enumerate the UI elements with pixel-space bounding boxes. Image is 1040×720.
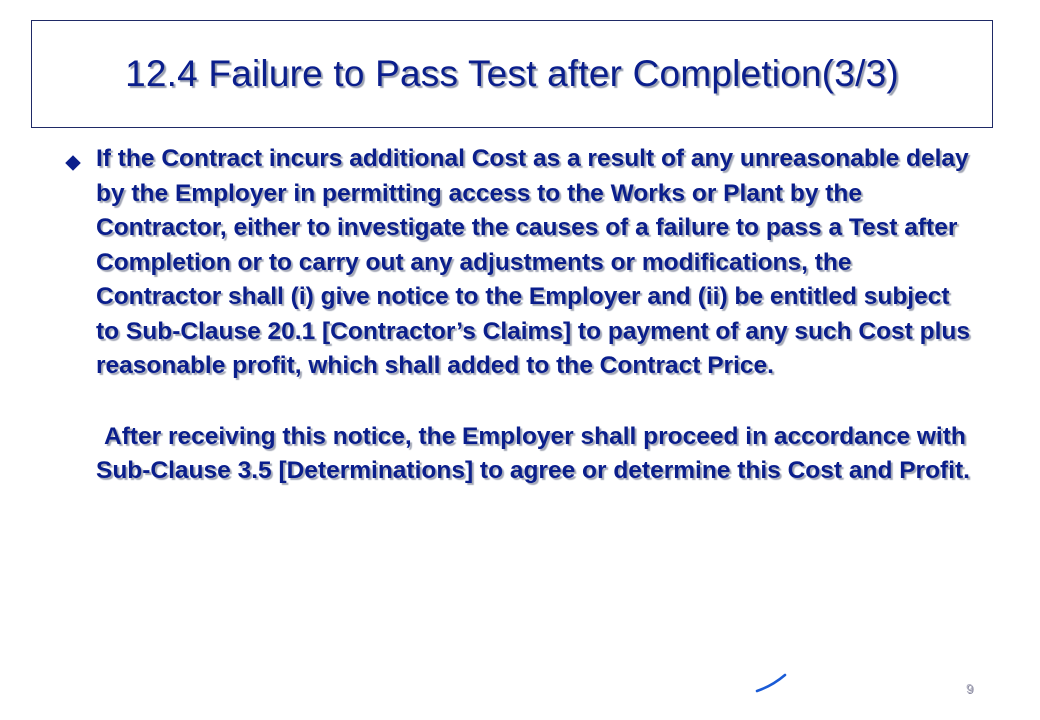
diamond-bullet-icon: [64, 154, 90, 177]
bullet-item: [60, 142, 980, 384]
title-box: [31, 20, 993, 128]
decorative-swoosh-icon: [754, 672, 788, 694]
paragraph-followup: After receiving this notice, the Employer shall proceed in accordance with Sub-Clause 3.5 [Determinations] to agree or determine this Cost and Profit.: [96, 422, 970, 484]
slide-title: 12.4 Failure to Pass Test after Completion(3/3): [125, 53, 899, 94]
paragraph-main: If the Contract incurs additional Cost as a result of any unreasonable delay by the Employer in permitting access to the Works or Plant by the Contractor, either to investigate the causes of a failure to pass a Test after Completion or to carry out any adjustments or modifications, the Contractor shall (i) give notice to the Employer and (ii) be entitled subject to Sub-Clause 20.1 [Contractor’s Claims] to payment of any such Cost plus reasonable profit, which shall added to the Contract Price.: [96, 145, 970, 379]
page-number: 9: [966, 681, 974, 696]
slide-content: [60, 142, 980, 489]
